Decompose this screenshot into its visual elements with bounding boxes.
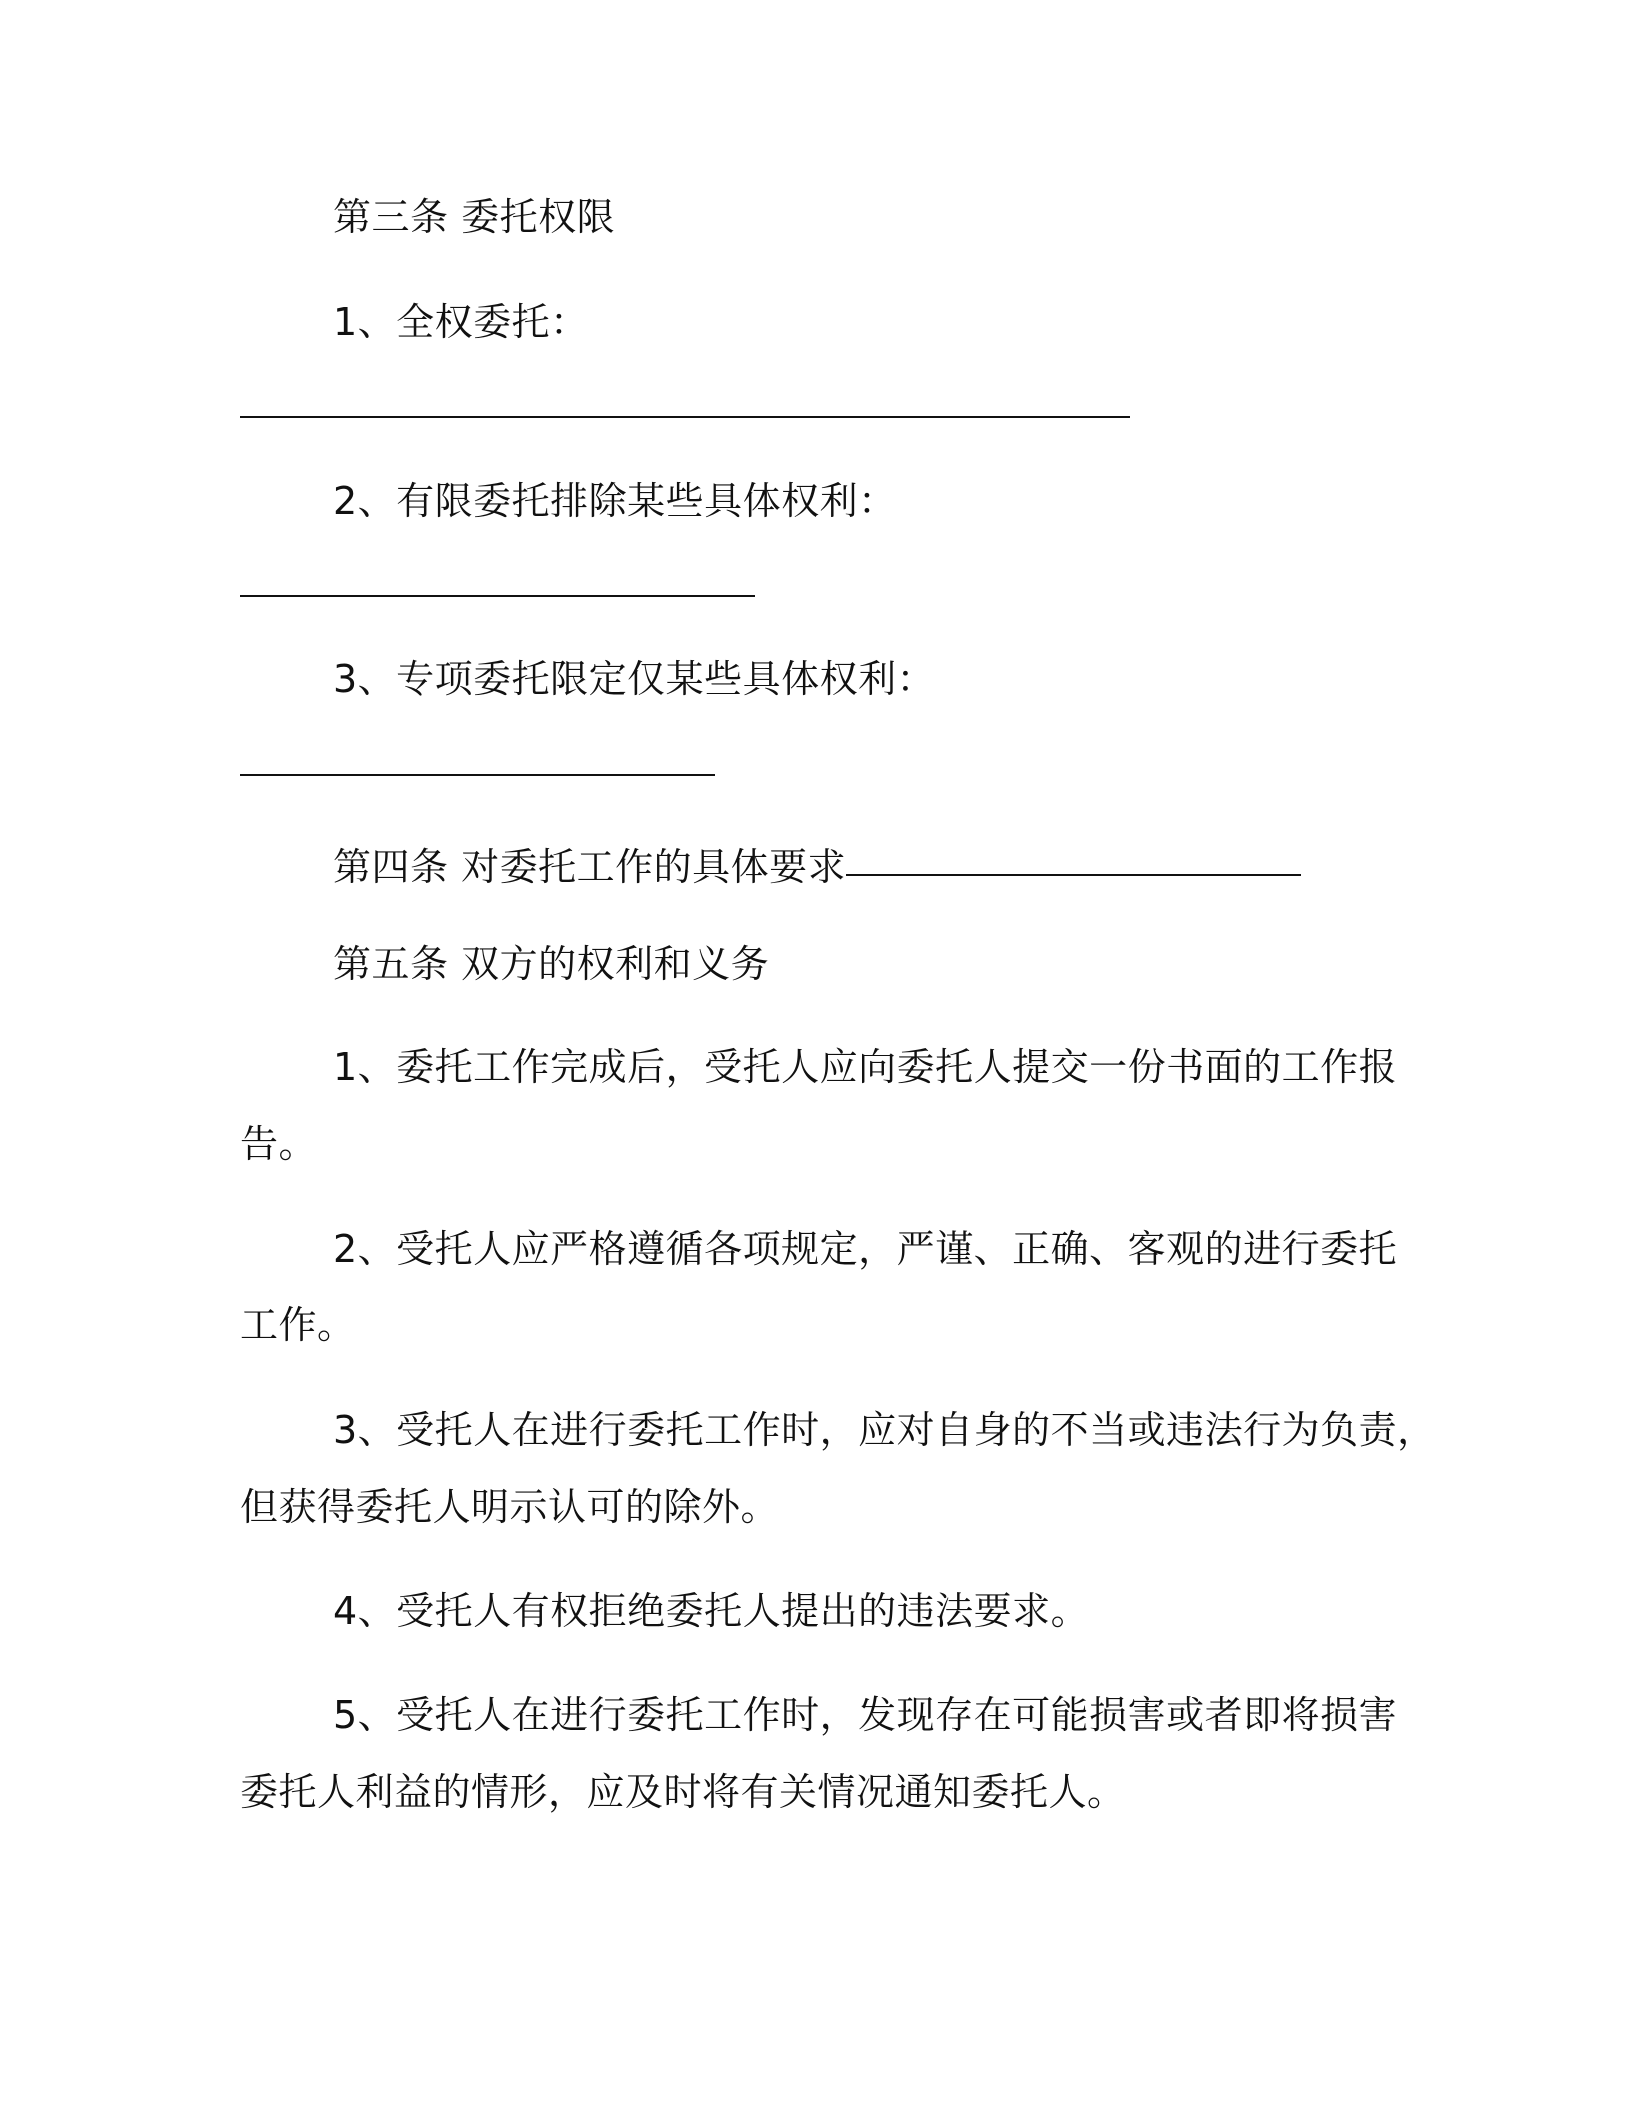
article5-item3-line1: 3、受托人在进行委托工作时，应对自身的不当或违法行为负责， [333,1408,1436,1452]
article5-item3-line2: 但获得委托人明示认可的除外。 [240,1485,780,1529]
article4-heading: 第四条 对委托工作的具体要求 [333,845,847,889]
article5-heading: 第五条 双方的权利和义务 [333,942,770,986]
fill-blank-line [846,874,1301,876]
fill-blank-line [240,774,715,776]
article5-item1-line1: 1、委托工作完成后，受托人应向委托人提交一份书面的工作报 [333,1045,1398,1089]
fill-blank-line [240,595,755,597]
article3-item2: 2、有限委托排除某些具体权利： [333,479,897,523]
article3-heading: 第三条 委托权限 [333,195,616,239]
article4-heading-line [333,840,1301,894]
article5-item5-line2: 委托人利益的情形，应及时将有关情况通知委托人。 [240,1770,1126,1814]
article3-item3: 3、专项委托限定仅某些具体权利： [333,657,936,701]
article5-item1-line2: 告。 [240,1122,318,1166]
article5-item2-line2: 工作。 [240,1303,356,1347]
article5-item4: 4、受托人有权拒绝委托人提出的违法要求。 [333,1589,1090,1633]
article5-item5-line1: 5、受托人在进行委托工作时，发现存在可能损害或者即将损害 [333,1693,1398,1737]
fill-blank-line [240,416,1130,418]
article5-item2-line1: 2、受托人应严格遵循各项规定，严谨、正确、客观的进行委托 [333,1227,1398,1271]
article3-item1: 1、全权委托： [333,300,589,344]
